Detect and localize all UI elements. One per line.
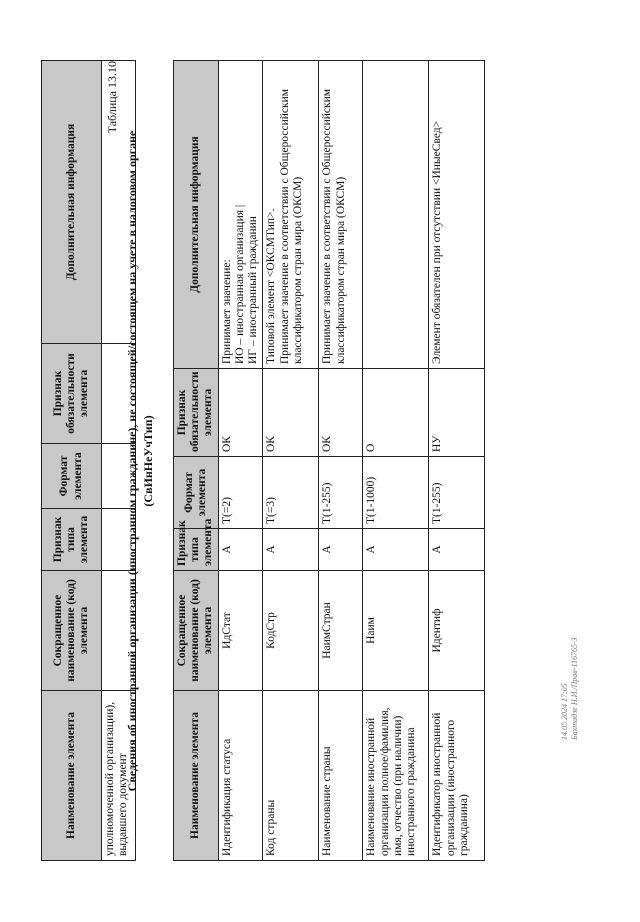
table2-rotated <box>173 61 485 861</box>
row-req: НУ <box>429 369 485 457</box>
table1-header-type: Признак типа элемента <box>42 509 102 571</box>
row-format: T(1-255) <box>319 457 363 529</box>
row-format: T(=2) <box>218 457 263 529</box>
row-req: О <box>363 369 429 457</box>
table1-header-info: Дополнительная информация <box>42 61 102 344</box>
table2-header-name: Наименование элемента <box>174 691 219 861</box>
row-info <box>363 61 429 369</box>
row-name: Идентификация статуса <box>218 691 263 861</box>
table1-header-format: Формат элемента <box>42 444 102 509</box>
table1-header-row <box>42 61 102 861</box>
row-type: А <box>263 529 319 571</box>
table2-title-line2: (СвИнНеУчТип) <box>141 415 155 507</box>
table1-rotated <box>41 61 136 861</box>
row-info <box>218 61 263 369</box>
row-name: Наименование страны <box>319 691 363 861</box>
row-code: Идентиф <box>429 571 485 691</box>
row-info <box>429 61 485 369</box>
table2-number: Таблица 13.10 <box>105 61 119 134</box>
row-info-line: ИО – иностранная организация | <box>233 204 246 364</box>
watermark-line: 14.05.2024 17:05 <box>560 683 569 740</box>
row-type: А <box>319 529 363 571</box>
row-code: КодСтр <box>263 571 319 691</box>
table-row <box>363 61 429 861</box>
table-row <box>218 61 263 861</box>
row-name: Код страны <box>263 691 319 861</box>
table-row <box>429 61 485 861</box>
row-format: T(=3) <box>263 457 319 529</box>
row-info-line: Типовой элемент <ОКСМТип>. <box>265 208 278 364</box>
row-code: НаимСтран <box>319 571 363 691</box>
table2-header-info: Дополнительная информация <box>174 61 219 369</box>
table1 <box>41 60 136 861</box>
row-req: ОК <box>263 369 319 457</box>
table2-header-req: Признак обязательности элемента <box>174 369 219 457</box>
row-format: T(1-255) <box>429 457 485 529</box>
row-req: ОК <box>218 369 263 457</box>
table2-header-format: Формат элемента <box>174 457 219 529</box>
table1-cell-name: уполномоченной организации), выдавшего документ <box>102 691 136 861</box>
table1-header-code: Сокращенное наименование (код) элемента <box>42 571 102 691</box>
row-name: Идентификатор иностранной организации (иностранного гражданина) <box>429 691 485 861</box>
row-name: Наименование иностранной организации полное/фамилия, имя, отчество (при наличии) иностранного гражданина <box>363 691 429 861</box>
row-type: А <box>363 529 429 571</box>
row-type: А <box>429 529 485 571</box>
table-row <box>319 61 363 861</box>
row-code: ИдСтат <box>218 571 263 691</box>
row-req: ОК <box>319 369 363 457</box>
table-row <box>263 61 319 861</box>
watermark-line: Бахтадзе Н.И./Прав-116765-3 <box>569 637 579 740</box>
row-info-line: Принимает значение: <box>220 259 233 364</box>
row-type: А <box>218 529 263 571</box>
row-format: T(1-1000) <box>363 457 429 529</box>
row-info-line: Принимает значение в соответствии с Общероссийским классификатором стран мира (ОКСМ) <box>321 88 347 364</box>
table2-header-row <box>174 61 219 861</box>
table2-title-line1: Сведения об иностранной организации (иностранном гражданине), не состоящей/состоящем на учете в налоговом органе <box>125 130 139 792</box>
row-info <box>319 61 363 369</box>
row-info-line: ИГ – иностранный гражданин <box>247 216 260 364</box>
stamp-watermark <box>560 540 579 740</box>
row-code: Наим <box>363 571 429 691</box>
table2 <box>173 60 485 861</box>
table1-header-name: Наименование элемента <box>42 691 102 861</box>
row-info <box>263 61 319 369</box>
table2-header-type: Признак типа элемента <box>174 529 219 571</box>
row-info-line: Элемент обязателен при отсутствии <ИныеСвед> <box>431 120 444 364</box>
row-info-line: Принимает значение в соответствии с Общероссийским классификатором стран мира (ОКСМ) <box>278 88 304 364</box>
table1-header-req: Признак обязательности элемента <box>42 344 102 444</box>
table2-header-code: Сокращенное наименование (код) элемента <box>174 571 219 691</box>
